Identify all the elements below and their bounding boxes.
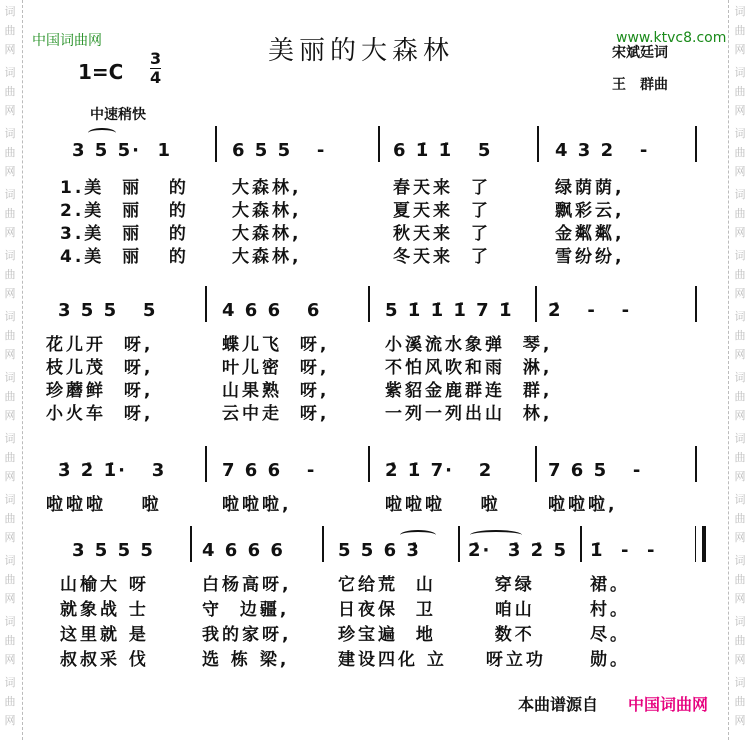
lyric-segment: 山果熟 呀,	[222, 381, 330, 401]
time-signature	[150, 50, 161, 87]
measure-notes: 6 1̇ 1̇ 5	[393, 140, 493, 161]
barline	[537, 126, 539, 162]
lyric-segment: 就象战 士	[60, 600, 149, 620]
barline	[215, 126, 217, 162]
tempo-marking: 中速稍快	[90, 107, 146, 123]
lyric-segment: 大森林,	[232, 224, 302, 244]
lyric-segment: 啦啦啦,	[222, 495, 292, 515]
lyric-segment: 小溪流水象弹 琴,	[385, 335, 553, 355]
measure-notes: 7 6 5 -	[548, 460, 643, 481]
lyric-segment: 我的家呀,	[202, 625, 292, 645]
lyric-segment: 啦啦啦,	[548, 495, 618, 515]
lyric-segment: 啦啦啦 啦	[385, 495, 501, 515]
lyric-segment: 山榆大 呀	[60, 575, 149, 595]
key-signature: 1=C	[78, 60, 124, 84]
side-watermark: 词曲网	[734, 615, 746, 666]
side-watermark: 词曲网	[4, 615, 16, 666]
lyric-segment: 尽。	[590, 625, 630, 645]
lyric-segment: 雪纷纷,	[555, 247, 625, 267]
measure-notes: 4 6 6 6	[202, 540, 285, 561]
side-watermark: 词曲网	[734, 432, 746, 483]
side-watermark: 词曲网	[4, 554, 16, 605]
lyric-segment: 不怕风吹和雨 淋,	[385, 358, 553, 378]
barline	[580, 526, 582, 562]
measure-notes: 7 6 6 -	[222, 460, 317, 481]
lyric-segment: 叔叔采 伐	[60, 650, 149, 670]
measure-notes: 6 5 5 -	[232, 140, 327, 161]
barline	[378, 126, 380, 162]
measure-notes: 4 3 2 -	[555, 140, 650, 161]
side-watermark: 词曲网	[4, 249, 16, 300]
barline	[205, 446, 207, 482]
side-watermark: 词曲网	[734, 249, 746, 300]
lyric-segment: 穿绿	[468, 575, 535, 595]
lyric-segment: 日夜保 卫	[338, 600, 436, 620]
lyric-segment: 大森林,	[232, 178, 302, 198]
lyric-segment: 勋。	[590, 650, 630, 670]
side-watermark: 词曲网	[4, 371, 16, 422]
lyric-segment: 金粼粼,	[555, 224, 625, 244]
side-watermark: 词曲网	[734, 676, 746, 727]
side-watermark: 词曲网	[734, 493, 746, 544]
lyricist: 宋斌廷词	[612, 45, 668, 61]
measure-notes: 2̇ - -	[548, 300, 632, 321]
measure-notes: 2̇ 1̇ 7· 2	[385, 460, 494, 481]
side-watermark: 词曲网	[734, 554, 746, 605]
lyric-segment: 4.美 丽 的	[60, 247, 189, 267]
time-top: 3	[150, 49, 162, 68]
song-title: 美丽的大森林	[268, 36, 455, 66]
measure-notes: 1̇ - -	[590, 540, 657, 561]
lyric-segment: 3.美 丽 的	[60, 224, 189, 244]
measure-notes: 5 5 6 3̇	[338, 540, 421, 561]
barline	[695, 526, 706, 562]
side-watermark: 词曲网	[734, 371, 746, 422]
lyric-segment: 珍宝遍 地	[338, 625, 436, 645]
lyric-segment: 啦啦啦 啦	[46, 495, 162, 515]
side-watermark: 词曲网	[734, 127, 746, 178]
lyric-segment: 夏天来 了	[393, 201, 491, 221]
side-watermark: 词曲网	[4, 127, 16, 178]
source-label: 本曲谱源自	[518, 695, 599, 714]
time-bottom: 4	[150, 68, 162, 87]
side-watermark: 词曲网	[4, 66, 16, 117]
measure-notes: 3 5 5 5	[72, 540, 155, 561]
lyric-segment: 紫貂金鹿群连 群,	[385, 381, 553, 401]
lyric-segment: 数不	[468, 625, 535, 645]
barline	[458, 526, 460, 562]
barline	[695, 446, 697, 482]
measure-notes: 3 5 5· 1	[72, 140, 173, 161]
lyric-segment: 枝儿茂 呀,	[46, 358, 154, 378]
right-dashed-border	[728, 0, 729, 740]
side-watermark: 词曲网	[734, 66, 746, 117]
side-watermark: 词曲网	[4, 493, 16, 544]
barline	[695, 126, 697, 162]
measure-notes: 2̇· 3̇ 2̇ 5	[468, 540, 569, 561]
side-watermark: 词曲网	[734, 188, 746, 239]
lyric-segment: 呀立功	[468, 650, 546, 670]
measure-notes: 5 1̇ 1̇ 1̇ 7 1̇	[385, 300, 514, 321]
lyric-segment: 守 边疆,	[202, 600, 290, 620]
lyric-segment: 蝶儿飞 呀,	[222, 335, 330, 355]
barline	[190, 526, 192, 562]
lyric-segment: 2.美 丽 的	[60, 201, 189, 221]
lyric-segment: 秋天来 了	[393, 224, 491, 244]
lyric-segment: 大森林,	[232, 247, 302, 267]
barline	[535, 446, 537, 482]
lyric-segment: 大森林,	[232, 201, 302, 221]
barline	[695, 286, 697, 322]
slur-mark	[400, 530, 436, 540]
lyric-segment: 咱山	[468, 600, 535, 620]
source-site-link[interactable]: 中国词曲网	[628, 695, 709, 714]
measure-notes: 3 5 5 5	[58, 300, 158, 321]
lyric-segment: 冬天来 了	[393, 247, 491, 267]
barline	[205, 286, 207, 322]
lyric-segment: 选 栋 梁,	[202, 650, 290, 670]
lyric-segment: 它给荒 山	[338, 575, 436, 595]
lyric-segment: 珍蘑鲜 呀,	[46, 381, 154, 401]
slur-mark	[470, 530, 522, 540]
side-watermark: 词曲网	[4, 188, 16, 239]
side-watermark: 词曲网	[4, 5, 16, 56]
lyric-segment: 叶儿密 呀,	[222, 358, 330, 378]
lyric-segment: 这里就 是	[60, 625, 149, 645]
side-watermark: 词曲网	[4, 310, 16, 361]
barline	[368, 446, 370, 482]
site-watermark-left: 中国词曲网	[32, 33, 102, 49]
lyric-segment: 云中走 呀,	[222, 404, 330, 424]
lyric-segment: 绿荫荫,	[555, 178, 625, 198]
site-watermark-right: www.ktvc8.com	[616, 30, 727, 46]
lyric-segment: 1.美 丽 的	[60, 178, 189, 198]
lyric-segment: 建设四化 立	[338, 650, 447, 670]
slur-mark	[88, 128, 116, 138]
lyric-segment: 小火车 呀,	[46, 404, 154, 424]
side-watermark: 词曲网	[734, 5, 746, 56]
left-dashed-border	[22, 0, 23, 740]
lyric-segment: 花儿开 呀,	[46, 335, 154, 355]
side-watermark: 词曲网	[4, 676, 16, 727]
side-watermark: 词曲网	[4, 432, 16, 483]
lyric-segment: 裙。	[590, 575, 630, 595]
lyric-segment: 村。	[590, 600, 630, 620]
lyric-segment: 一列一列出山 林,	[385, 404, 553, 424]
lyric-segment: 春天来 了	[393, 178, 491, 198]
side-watermark: 词曲网	[734, 310, 746, 361]
measure-notes: 4 6 6 6	[222, 300, 322, 321]
barline	[535, 286, 537, 322]
lyric-segment: 飘彩云,	[555, 201, 625, 221]
barline	[322, 526, 324, 562]
composer: 王 群曲	[612, 77, 668, 93]
lyric-segment: 白杨高呀,	[202, 575, 292, 595]
barline	[368, 286, 370, 322]
measure-notes: 3̇ 2̇ 1̇· 3	[58, 460, 167, 481]
